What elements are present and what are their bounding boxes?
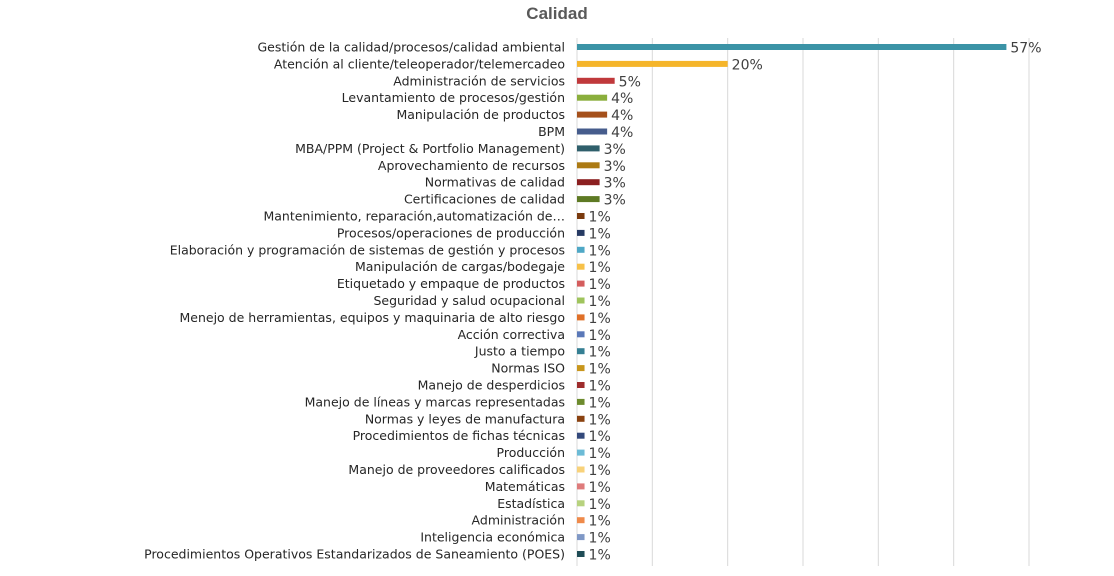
category-label: Normativas de calidad xyxy=(424,174,565,190)
value-label: 3% xyxy=(603,192,626,209)
category-label: Seguridad y salud ocupacional xyxy=(373,293,565,308)
category-label: Menejo de herramientas, equipos y maquinaria de alto riesgo xyxy=(179,309,565,325)
category-label: Manejo de líneas y marcas representadas xyxy=(304,394,565,410)
bar xyxy=(577,314,585,320)
value-label: 1% xyxy=(588,226,611,243)
category-label: Acción correctiva xyxy=(457,326,565,342)
value-label: 3% xyxy=(603,158,626,175)
category-label: Elaboración y programación de sistemas de gestión y procesos xyxy=(169,242,565,258)
bar xyxy=(577,162,600,168)
bar xyxy=(577,551,585,557)
value-label: 1% xyxy=(588,530,611,547)
bar xyxy=(577,264,585,270)
category-label: Administración xyxy=(471,512,565,528)
bar xyxy=(577,399,585,405)
bar xyxy=(577,298,585,304)
value-label: 4% xyxy=(611,108,634,125)
bar xyxy=(577,145,600,151)
category-label: Mantenimiento, reparación,automatización de… xyxy=(263,208,565,224)
category-label: Gestión de la calidad/procesos/calidad ambiental xyxy=(257,39,565,55)
value-label: 1% xyxy=(588,378,611,395)
value-label: 20% xyxy=(731,57,763,74)
value-label: 3% xyxy=(603,175,626,192)
category-label: Manipulación de cargas/bodegaje xyxy=(354,259,565,275)
category-label: Justo a tiempo xyxy=(474,343,565,359)
value-label: 1% xyxy=(588,260,611,277)
value-label: 4% xyxy=(611,125,634,141)
bar xyxy=(577,95,607,101)
bar xyxy=(577,382,585,388)
value-label: 3% xyxy=(603,141,626,158)
category-label: Estadística xyxy=(497,495,565,511)
category-label: Aprovechamiento de recursos xyxy=(377,157,565,173)
category-label: MBA/PPM (Project & Portfolio Management) xyxy=(295,140,565,156)
bar xyxy=(577,500,585,506)
value-label: 5% xyxy=(618,74,641,91)
value-label: 1% xyxy=(588,310,611,327)
bar xyxy=(577,78,615,84)
category-label: Producción xyxy=(496,445,565,461)
category-label: Normas ISO xyxy=(491,360,565,376)
category-label: Manejo de proveedores calificados xyxy=(348,462,565,477)
bar xyxy=(577,213,585,219)
value-label: 1% xyxy=(588,361,611,378)
value-label: 1% xyxy=(588,327,611,344)
category-label: Matemáticas xyxy=(484,478,565,494)
value-label: 1% xyxy=(588,446,611,463)
category-label: Procesos/operaciones de producción xyxy=(336,225,565,241)
value-label: 1% xyxy=(588,243,611,260)
category-label: Procedimientos de fichas técnicas xyxy=(352,428,565,444)
category-label: Manipulación de productos xyxy=(396,107,565,123)
value-label: 1% xyxy=(588,496,611,513)
bar xyxy=(577,365,585,371)
value-label: 1% xyxy=(588,513,611,530)
bar xyxy=(577,483,585,489)
value-label: 1% xyxy=(588,479,611,496)
value-label: 1% xyxy=(588,294,611,310)
bar xyxy=(577,196,600,202)
bar xyxy=(577,433,585,439)
category-label: Manejo de desperdicios xyxy=(417,377,565,393)
category-label: Etiquetado y empaque de productos xyxy=(336,276,565,292)
chart-title: Calidad xyxy=(526,4,588,23)
category-label: Inteligencia económica xyxy=(420,529,565,545)
value-label: 1% xyxy=(588,395,611,412)
value-label: 1% xyxy=(588,277,611,294)
category-label: Levantamiento de procesos/gestión xyxy=(341,90,565,106)
bar xyxy=(577,450,585,456)
value-label: 1% xyxy=(588,463,611,479)
value-label: 1% xyxy=(588,344,611,361)
bar xyxy=(577,517,585,523)
value-label: 57% xyxy=(1010,40,1042,57)
bar xyxy=(577,129,607,135)
category-label: Normas y leyes de manufactura xyxy=(364,411,565,427)
bar xyxy=(577,179,600,185)
bar xyxy=(577,230,585,236)
bar xyxy=(577,467,585,473)
bar xyxy=(577,416,585,422)
bar xyxy=(577,61,728,67)
category-label: Administración de servicios xyxy=(393,73,565,89)
category-label: Certificaciones de calidad xyxy=(403,191,565,207)
category-label: Procedimientos Operativos Estandarizados de Saneamiento (POES) xyxy=(144,546,565,562)
category-label: Atención al cliente/teleoperador/telemercadeo xyxy=(273,56,565,72)
bar xyxy=(577,534,585,540)
bar xyxy=(577,247,585,253)
bar xyxy=(577,112,607,118)
bar xyxy=(577,44,1006,50)
value-label: 1% xyxy=(588,209,611,226)
value-label: 1% xyxy=(588,547,611,564)
value-label: 1% xyxy=(588,412,611,429)
value-label: 4% xyxy=(611,91,634,108)
bar xyxy=(577,331,585,337)
bar xyxy=(577,281,585,287)
value-label: 1% xyxy=(588,429,611,446)
bar xyxy=(577,348,585,354)
category-label: BPM xyxy=(538,124,565,139)
